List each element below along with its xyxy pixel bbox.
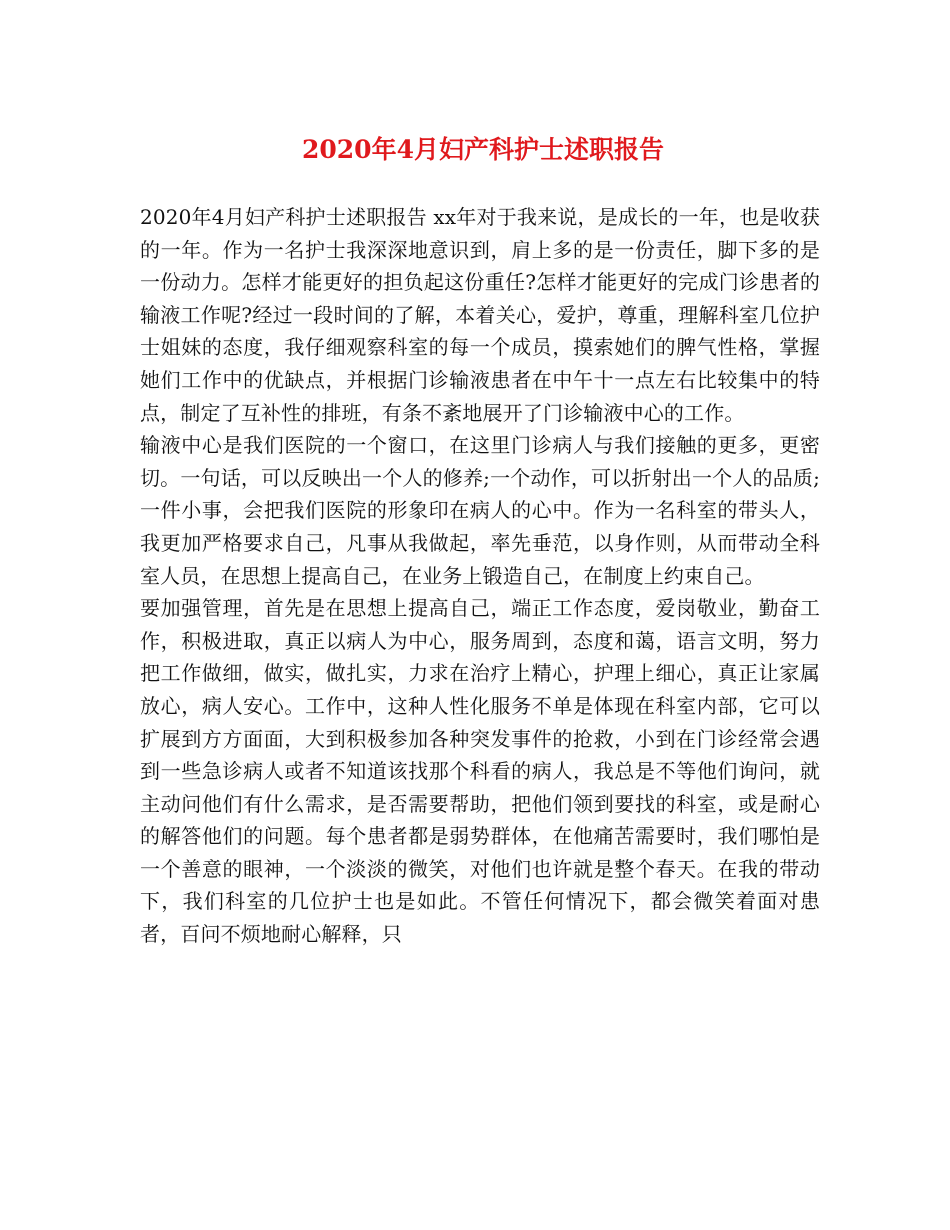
paragraph-2: 输液中心是我们医院的一个窗口，在这里门诊病人与我们接触的更多，更密切。一句话，可以反映出一个人的修养;一个动作，可以折射出一个人的品质;一件小事，会把我们医院的形象印在病人的心中。作为一名科室的带头人，我更加严格要求自己，凡事从我做起，率先垂范，以身作则，从而带动全科室人员，在思想上提高自己，在业务上锻造自己，在制度上约束自己。 [140, 433, 820, 588]
paragraph-3: 要加强管理，首先是在思想上提高自己，端正工作态度，爱岗敬业，勤奋工作，积极进取，真正以病人为中心，服务周到，态度和蔼，语言文明，努力把工作做细，做实，做扎实，力求在治疗上精心，护理上细心，真正让家属放心，病人安心。工作中，这种人性化服务不单是体现在科室内部，它可以扩展到方方面面，大到积极参加各种突发事件的抢救，小到在门诊经常会遇到一些急诊病人或者不知道该找那个科看的病人，我总是不等他们询问，就主动问他们有什么需求，是否需要帮助，把他们领到要找的科室，或是耐心的解答他们的问题。每个患者都是弱势群体，在他痛苦需要时，我们哪怕是一个善意的眼神，一个淡淡的微笑，对他们也许就是整个春天。在我的带动下，我们科室的几位护士也是如此。不管任何情况下，都会微笑着面对患者，百问不烦地耐心解释，只 [140, 596, 820, 947]
paragraph-1: 2020年4月妇产科护士述职报告 xx年对于我来说，是成长的一年，也是收获的一年。作为一名护士我深深地意识到，肩上多的是一份责任，脚下多的是一份动力。怎样才能更好的担负起这份重任?怎样才能更好的完成门诊患者的输液工作呢?经过一段时间的了解，本着关心，爱护，尊重，理解科室几位护士姐妹的态度，我仔细观察科室的每一个成员，摸索她们的脾气性格，掌握她们工作中的优缺点，并根据门诊输液患者在中午十一点左右比较集中的特点，制定了互补性的排班，有条不紊地展开了门诊输液中心的工作。 [140, 205, 820, 425]
document-title: 2020年4月妇产科护士述职报告 [302, 135, 664, 164]
document-body [140, 201, 820, 951]
